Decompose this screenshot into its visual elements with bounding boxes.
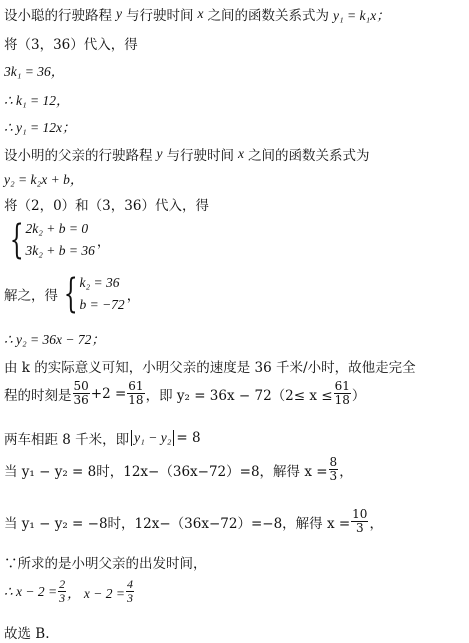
fraction xyxy=(58,578,66,605)
text: ，即 y₂ = 36x − 72（2≤ x ≤ xyxy=(145,387,333,404)
system xyxy=(4,218,95,262)
denominator: 3 xyxy=(329,469,338,483)
denominator: 3 xyxy=(127,591,134,605)
answer-text: 故选 B. xyxy=(4,626,50,642)
system-eq-1: 2k₂ + b = 0 xyxy=(25,221,89,236)
text: ∴ x − 2 = xyxy=(4,583,58,599)
line-5 xyxy=(4,116,465,136)
text: ∵所求的是小明父亲的出发时间， xyxy=(4,556,207,572)
text: 解之，得 xyxy=(4,288,58,304)
text: 由 k 的实际意义可知，小明父亲的速度是 36 千米/小时，故他走完全 xyxy=(4,360,416,376)
var-y: y xyxy=(156,146,163,161)
denominator: 3 xyxy=(59,591,66,605)
line-7 xyxy=(4,168,465,188)
line-11 xyxy=(4,328,465,348)
equation-system-2 xyxy=(4,272,465,316)
system-eq-2: 3k₂ + b = 36 xyxy=(25,243,95,258)
line-15 xyxy=(4,456,465,483)
left-brace: { xyxy=(63,271,78,317)
text: 设小聪的行驶路程 xyxy=(4,8,112,24)
var-y: y xyxy=(116,6,122,21)
text: 与行驶时间 xyxy=(166,148,234,164)
text: = 8 xyxy=(176,430,201,446)
text: 两车相距 8 千米，即 xyxy=(4,432,130,448)
system-lines xyxy=(79,272,124,316)
text: 之间的函数关系式为 xyxy=(248,148,370,164)
text: 当 y₁ − y₂ = −8时，12x−（36x−72）=−8，解得 x = xyxy=(4,515,351,532)
line-13 xyxy=(4,380,465,407)
numerator: 61 xyxy=(334,379,350,393)
equation: ∴ k₁ = 12， xyxy=(4,93,70,108)
text: 之间的函数关系式为 xyxy=(207,8,329,24)
line-19 xyxy=(4,622,465,642)
numerator: 50 xyxy=(73,379,89,393)
text: 程的时刻是 xyxy=(4,387,72,404)
equation: ∴ y₁ = 12x； xyxy=(4,120,76,135)
system-eq-1: k₂ = 36 xyxy=(79,275,120,290)
equation-system-1 xyxy=(4,218,465,262)
equation: ∴ y₂ = 36x − 72； xyxy=(4,332,105,347)
text: 当 y₁ − y₂ = 8时，12x−（36x−72）=8，解得 x = xyxy=(4,463,328,480)
var-x: x xyxy=(197,6,204,21)
denominator: 3 xyxy=(355,521,364,535)
line-6 xyxy=(4,144,465,164)
text: +2 = xyxy=(90,385,127,402)
absolute-value: y₁ − y₂ xyxy=(131,430,174,446)
line-14 xyxy=(4,428,465,448)
fraction xyxy=(329,456,339,483)
line-16 xyxy=(4,508,465,535)
numerator: 4 xyxy=(127,577,134,591)
text: ， x − 2 = xyxy=(67,585,126,601)
denominator: 18 xyxy=(334,393,350,407)
system-eq-2: b = −72 xyxy=(79,297,125,312)
text: ， xyxy=(339,463,353,480)
numerator: 10 xyxy=(352,507,368,521)
punct: ， xyxy=(126,288,141,304)
system-lines xyxy=(25,218,94,262)
fraction xyxy=(127,380,144,407)
line-3 xyxy=(4,60,465,80)
system xyxy=(58,272,125,316)
fraction xyxy=(351,508,368,535)
numerator: 2 xyxy=(59,577,66,591)
fraction xyxy=(126,578,134,605)
line-2 xyxy=(4,33,465,53)
text: 与行驶时间 xyxy=(126,8,194,24)
numerator: 8 xyxy=(329,455,338,469)
text: 将（3，36）代入，得 xyxy=(4,37,138,53)
line-8 xyxy=(4,194,465,214)
equation: 3k₁ = 36， xyxy=(4,64,65,79)
line-4 xyxy=(4,89,465,109)
denominator: 36 xyxy=(73,393,89,407)
equation: y₁ = k₁x； xyxy=(333,8,390,23)
line-17 xyxy=(4,552,465,572)
equation: y₂ = k₂x + b， xyxy=(4,172,84,187)
text: ， xyxy=(369,515,383,532)
denominator: 18 xyxy=(128,393,144,407)
numerator: 61 xyxy=(128,379,144,393)
text: ） xyxy=(351,387,366,404)
fraction xyxy=(73,380,90,407)
left-brace: { xyxy=(9,217,24,263)
text: 设小明的父亲的行驶路程 xyxy=(4,148,153,164)
var-x: x xyxy=(238,146,244,161)
line-1 xyxy=(4,4,465,24)
fraction xyxy=(334,380,351,407)
punct: ， xyxy=(96,234,111,250)
line-12 xyxy=(4,356,465,376)
text: 将（2，0）和（3，36）代入，得 xyxy=(4,198,209,214)
line-18 xyxy=(4,578,465,605)
